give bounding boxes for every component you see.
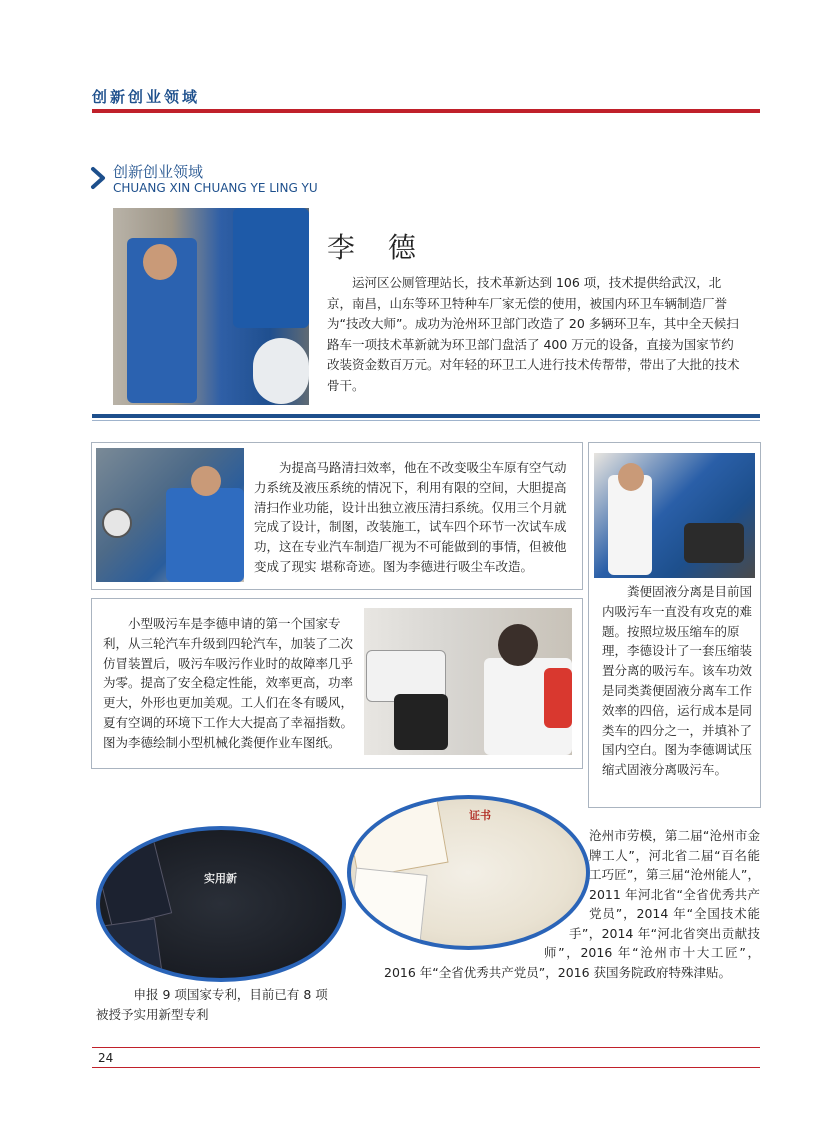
footer-divider-bottom [92, 1067, 760, 1068]
engine-photo [594, 453, 755, 578]
header-divider [92, 109, 760, 113]
section-subtitle: CHUANG XIN CHUANG YE LING YU [113, 181, 318, 195]
certificate-title-text: 证书 [469, 809, 491, 822]
office-photo [364, 608, 572, 755]
page-number: 24 [98, 1051, 114, 1065]
story-suction-text: 小型吸污车是李德申请的第一个国家专利，从三轮汽车升级到四轮汽车，加装了二次仿冒装置后，吸污车吸污作业时的故障率几乎为零。提高了安全稳定性能，效率更高，功率更大，外形也更加美观。工人们在冬有暖风，夏有空调的环境下工作大大提高了幸福指数。图为李德绘制小型机械化粪便作业车图纸。 [103, 616, 354, 750]
story-sweeper-text: 为提高马路清扫效率，他在不改变吸尘车原有空气动力系统及液压系统的情况下，利用有限的空间，大胆提高清扫作业功能，设计出独立液压清扫系统。仅用三个月就完成了设计，制图，改装施工，试车四个环节一次试车成功，这在专业汽车制造厂视为不可能做到的事情，但被他变成了现实 堪称奇迹。图为李德进行吸尘车改造。 [254, 460, 567, 574]
intro-paragraph: 运河区公厕管理站长，技术革新达到 106 项，技术提供给武汉，北京，南昌，山东等环卫特种车厂家无偿的使用，被国内环卫车辆制造厂誉为“技改大师”。成功为沧州环卫部门改造了 20 多辆环卫车，其中全天候扫路车一项技术革新就为环卫部门盘活了 400 万元的设备，直接为国家节约改装资金数百万元。对年轻的环卫工人进行技术传帮带，带出了大批的技术骨干。 [327, 275, 740, 393]
section-divider-thin [92, 420, 760, 421]
section-divider [92, 414, 760, 418]
certificate-cover-text: 实用新 [204, 872, 237, 885]
portrait-photo [113, 208, 309, 405]
patents-caption: 申报 9 项国家专利，目前已有 8 项被授予实用新型专利 [96, 987, 328, 1022]
chevron-right-icon [88, 166, 108, 190]
honors-text: 沧州市劳模，第二届“沧州市金牌工人”，河北省二届“百名能工巧匠”，第三届“沧州能人”，2011 年河北省“全省优秀共产党员”，2014 年“全国技术能手”，2014 年“河北省突出贡献技师”，2016 年“沧州市十大工匠”，2016 年“全省优秀共产党员”，2016 获国务院政府特殊津贴。 [384, 828, 760, 980]
header-title: 创新创业领域 [92, 88, 201, 106]
section-title: 创新创业领域 [113, 163, 204, 181]
story-separation-text: 粪便固液分离是目前国内吸污车一直没有攻克的难题。按照垃圾压缩车的原理，李德设计了一套压缩装置分离的吸污车。该车功效是同类粪便固液分离车工作效率的四倍，运行成本是同类车的四分之一，并填补了国内空白。图为李德调试压缩式固液分离吸污车。 [602, 584, 753, 778]
workshop-photo [96, 448, 244, 582]
person-name: 李 德 [327, 231, 428, 264]
patent-certificates-photo [96, 826, 346, 982]
footer-divider [92, 1047, 760, 1048]
